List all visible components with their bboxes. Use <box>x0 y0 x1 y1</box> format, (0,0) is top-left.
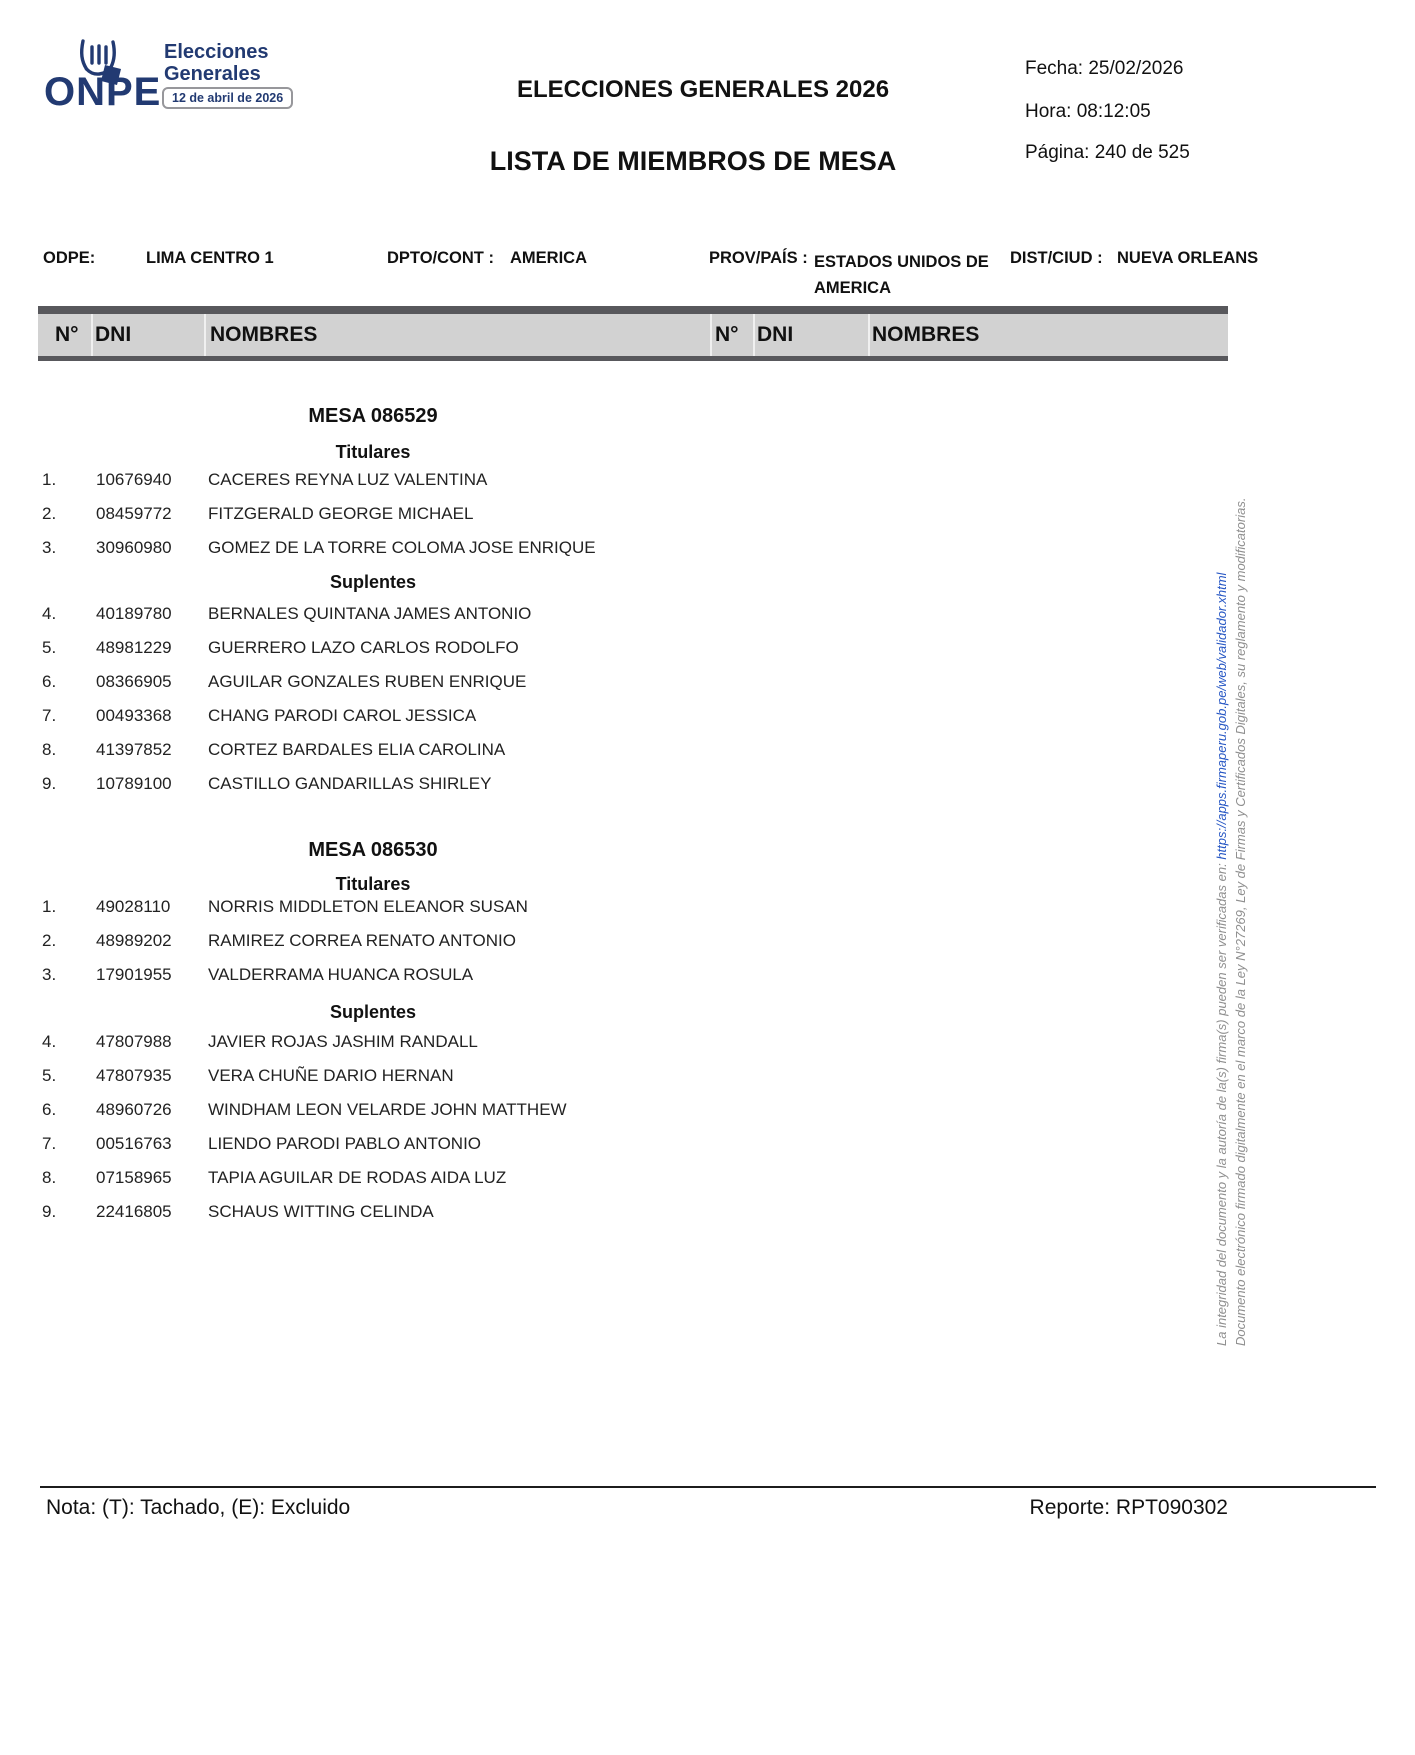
row-name: FITZGERALD GEORGE MICHAEL <box>208 504 474 523</box>
row-number: 9. <box>42 1202 57 1221</box>
row-name: RAMIREZ CORREA RENATO ANTONIO <box>208 931 516 950</box>
suplentes-label: Suplentes <box>329 1002 417 1022</box>
page-subtitle: LISTA DE MIEMBROS DE MESA <box>489 146 897 176</box>
row-dni: 48981229 <box>96 638 172 657</box>
row-number: 1. <box>42 897 57 916</box>
footer-reporte: Reporte: RPT090302 <box>1029 1496 1228 1519</box>
row-name: VERA CHUÑE DARIO HERNAN <box>208 1066 454 1085</box>
signature-note-law-line: Documento electrónico firmado digitalmente en el marco de la Ley N°27269, Ley de Firmas y Certificados Digitales, su reglamento y modificatorias. <box>1233 497 1248 1346</box>
table-row <box>0 774 746 796</box>
row-name: TAPIA AGUILAR DE RODAS AIDA LUZ <box>208 1168 507 1187</box>
col-header-num-right: N° <box>715 323 739 346</box>
row-name: WINDHAM LEON VELARDE JOHN MATTHEW <box>208 1100 567 1119</box>
column-separator <box>753 314 755 356</box>
logo-date-badge: 12 de abril de 2026 <box>162 87 293 109</box>
row-name: VALDERRAMA HUANCA ROSULA <box>208 965 474 984</box>
row-dni: 22416805 <box>96 1202 172 1221</box>
table-header <box>38 306 1228 361</box>
table-row <box>0 897 746 919</box>
table-row <box>0 604 746 626</box>
table-row <box>0 1134 746 1156</box>
table-row <box>0 740 746 762</box>
row-dni: 08366905 <box>96 672 172 691</box>
prov-label: PROV/PAÍS : <box>709 249 808 267</box>
row-name: BERNALES QUINTANA JAMES ANTONIO <box>208 604 532 623</box>
row-name: LIENDO PARODI PABLO ANTONIO <box>208 1134 482 1153</box>
col-header-nombres-right: NOMBRES <box>872 323 980 346</box>
row-dni: 40189780 <box>96 604 172 623</box>
dist-value: NUEVA ORLEANS <box>1117 249 1259 267</box>
row-number: 1. <box>42 470 57 489</box>
row-number: 6. <box>42 1100 57 1119</box>
table-row <box>0 1202 746 1224</box>
row-dni: 47807935 <box>96 1066 172 1085</box>
table-row <box>0 1168 746 1190</box>
row-name: CHANG PARODI CAROL JESSICA <box>208 706 477 725</box>
meta-pagina: Página: 240 de 525 <box>1025 142 1190 163</box>
row-dni: 47807988 <box>96 1032 172 1051</box>
dist-label: DIST/CIUD : <box>1010 249 1103 267</box>
column-separator <box>710 314 712 356</box>
row-number: 5. <box>42 638 57 657</box>
row-name: NORRIS MIDDLETON ELEANOR SUSAN <box>208 897 528 916</box>
row-name: GOMEZ DE LA TORRE COLOMA JOSE ENRIQUE <box>208 538 596 557</box>
col-header-num-left: N° <box>55 323 79 346</box>
row-dni: 30960980 <box>96 538 172 557</box>
mesa-title: MESA 086530 <box>308 839 438 861</box>
signature-note-verification-line <box>1212 486 1231 1346</box>
table-row <box>0 538 746 560</box>
table-row <box>0 1100 746 1122</box>
page-title: ELECCIONES GENERALES 2026 <box>516 76 890 103</box>
validator-url-link[interactable]: https://apps.firmaperu.gob.pe/web/validador.xhtml <box>1214 572 1229 860</box>
col-header-dni-right: DNI <box>757 323 794 346</box>
dpto-label: DPTO/CONT : <box>387 249 494 267</box>
row-number: 3. <box>42 965 57 984</box>
row-dni: 00493368 <box>96 706 172 725</box>
signature-note-text: La integridad del documento y la autoría de la(s) firma(s) pueden ser verificadas en: <box>1214 859 1229 1346</box>
row-name: JAVIER ROJAS JASHIM RANDALL <box>208 1032 478 1051</box>
logo-elecciones-label: Elecciones <box>164 41 269 63</box>
row-number: 4. <box>42 604 57 623</box>
row-dni: 07158965 <box>96 1168 172 1187</box>
titulares-label: Titulares <box>335 442 411 462</box>
row-name: CORTEZ BARDALES ELIA CAROLINA <box>208 740 506 759</box>
row-number: 5. <box>42 1066 57 1085</box>
logo-generales-label: Generales <box>164 63 261 85</box>
table-row <box>0 1032 746 1054</box>
row-dni: 48989202 <box>96 931 172 950</box>
digital-signature-note <box>1212 486 1250 1346</box>
prov-value: ESTADOS UNIDOS DE AMERICA <box>814 253 989 297</box>
titulares-label: Titulares <box>335 874 411 894</box>
mesa-title: MESA 086529 <box>308 405 438 427</box>
column-separator <box>868 314 870 356</box>
meta-fecha: Fecha: 25/02/2026 <box>1025 58 1184 79</box>
table-row <box>0 706 746 728</box>
meta-hora: Hora: 08:12:05 <box>1025 101 1151 122</box>
row-number: 2. <box>42 504 57 523</box>
row-name: CACERES REYNA LUZ VALENTINA <box>208 470 488 489</box>
row-dni: 49028110 <box>96 897 171 916</box>
footer-divider <box>40 1486 1376 1488</box>
col-header-dni-left: DNI <box>95 323 132 346</box>
row-dni: 48960726 <box>96 1100 172 1119</box>
row-name: AGUILAR GONZALES RUBEN ENRIQUE <box>208 672 527 691</box>
row-number: 7. <box>42 1134 57 1153</box>
row-number: 2. <box>42 931 57 950</box>
row-number: 4. <box>42 1032 57 1051</box>
odpe-label: ODPE: <box>43 249 96 267</box>
table-row <box>0 504 746 526</box>
row-number: 7. <box>42 706 57 725</box>
row-dni: 10676940 <box>96 470 172 489</box>
row-number: 8. <box>42 1168 57 1187</box>
table-row <box>0 470 746 492</box>
col-header-nombres-left: NOMBRES <box>210 323 318 346</box>
table-row <box>0 1066 746 1088</box>
row-dni: 41397852 <box>96 740 172 759</box>
table-row <box>0 965 746 987</box>
row-name: CASTILLO GANDARILLAS SHIRLEY <box>208 774 492 793</box>
column-separator <box>91 314 93 356</box>
row-dni: 17901955 <box>96 965 172 984</box>
row-number: 6. <box>42 672 57 691</box>
row-number: 8. <box>42 740 57 759</box>
dpto-value: AMERICA <box>510 249 587 267</box>
table-row <box>0 931 746 953</box>
odpe-value: LIMA CENTRO 1 <box>146 249 274 267</box>
row-number: 9. <box>42 774 57 793</box>
row-name: GUERRERO LAZO CARLOS RODOLFO <box>208 638 519 657</box>
onpe-logo-text: ONPE <box>44 70 162 114</box>
suplentes-label: Suplentes <box>329 572 417 592</box>
footer-nota: Nota: (T): Tachado, (E): Excluido <box>46 1496 351 1519</box>
table-row <box>0 638 746 660</box>
row-name: SCHAUS WITTING CELINDA <box>208 1202 434 1221</box>
row-dni: 10789100 <box>96 774 172 793</box>
row-number: 3. <box>42 538 57 557</box>
table-row <box>0 672 746 694</box>
column-separator <box>204 314 206 356</box>
row-dni: 00516763 <box>96 1134 172 1153</box>
row-dni: 08459772 <box>96 504 172 523</box>
